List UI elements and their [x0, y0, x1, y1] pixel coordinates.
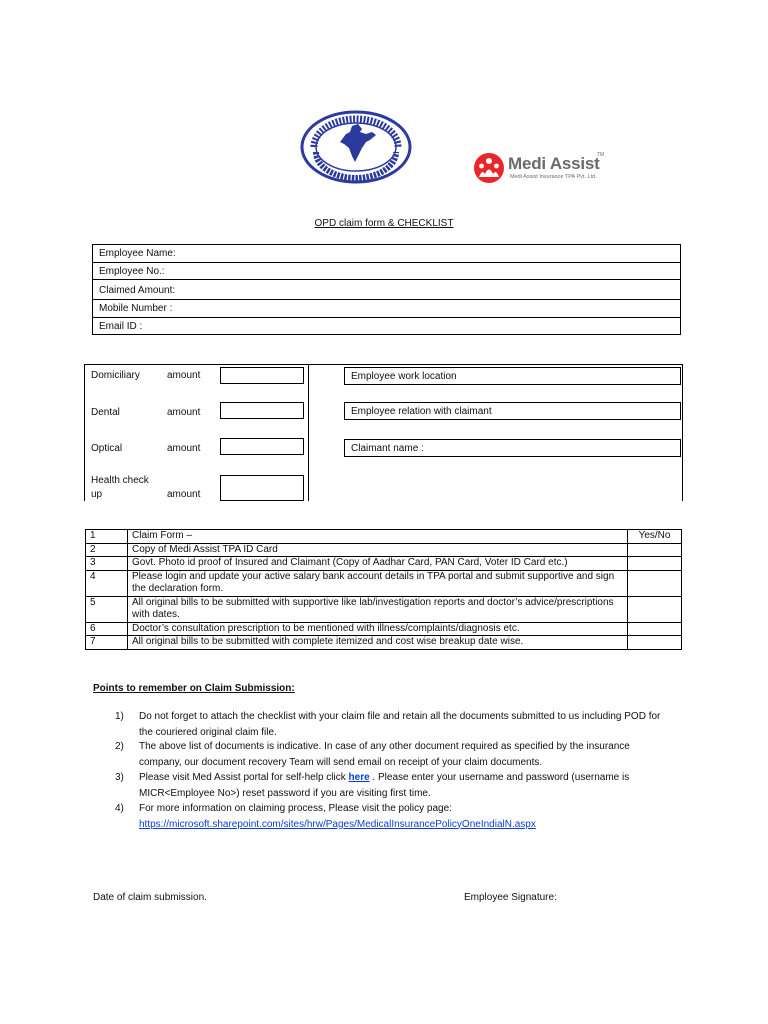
row-text: Govt. Photo id proof of Insured and Claimant (Copy of Aadhar Card, PAN Card, Voter ID Card etc.): [128, 557, 628, 571]
medi-assist-name: Medi Assist: [508, 154, 600, 173]
points-heading: Points to remember on Claim Submission:: [93, 683, 295, 694]
point-number: 1): [115, 711, 124, 722]
point-text: The above list of documents is indicative. In case of any other document required as specified by the insurance company, our document recovery Team will send email on receipt of your claim documents.: [139, 741, 630, 768]
medi-assist-subtitle: Medi Assist Insurance TPA Pvt. Ltd.: [510, 174, 597, 180]
point-number: 3): [115, 772, 124, 783]
yes-no-header: Yes/No: [628, 530, 682, 544]
yes-no-cell[interactable]: [628, 636, 682, 650]
point-text: [139, 770, 674, 801]
dental-amount-input[interactable]: [220, 402, 304, 419]
domiciliary-amount-input[interactable]: [220, 367, 304, 384]
table-row: [86, 622, 682, 636]
row-text: Doctor’s consultation prescription to be mentioned with illness/complaints/diagnosis etc.: [128, 622, 628, 636]
health-check-label-up: up: [91, 489, 103, 500]
form-title: OPD claim form & CHECKLIST: [314, 218, 454, 229]
health-check-amount-input[interactable]: [220, 475, 304, 501]
domiciliary-label: Domiciliary: [91, 370, 140, 381]
amount-divider: [308, 365, 309, 501]
claimed-amount-field[interactable]: Claimed Amount:: [93, 280, 680, 300]
dental-amount-label: amount: [167, 407, 201, 418]
point-text-before: Please visit Med Assist portal for self-help click: [139, 772, 349, 783]
yes-no-cell[interactable]: [628, 557, 682, 571]
point-text-after: . Please enter your username and password (username is MICR<Employee No>) reset password if you are visiting first time.: [139, 772, 630, 799]
yes-no-cell[interactable]: [628, 596, 682, 622]
row-number: 2: [86, 543, 128, 557]
row-text: Please login and update your active salary bank account details in TPA portal and submit supportive and sign the declaration form.: [128, 570, 628, 596]
employee-work-location-field[interactable]: Employee work location: [344, 367, 681, 385]
point-number: 2): [115, 741, 124, 752]
optical-amount-input[interactable]: [220, 438, 304, 455]
table-row: [86, 543, 682, 557]
table-row: [86, 557, 682, 571]
table-row: [86, 530, 682, 544]
health-check-amount-label: amount: [167, 489, 201, 500]
domiciliary-amount-label: amount: [167, 370, 201, 381]
row-number: 3: [86, 557, 128, 571]
health-check-label: Health check: [91, 475, 149, 486]
new-india-assurance-logo: [300, 110, 412, 184]
medi-assist-logo: [473, 152, 613, 188]
point-text-before: For more information on claiming process, Please visit the policy page:: [139, 803, 452, 814]
mobile-number-field[interactable]: Mobile Number :: [93, 300, 680, 318]
claimant-name-field[interactable]: Claimant name :: [344, 439, 681, 457]
employee-no-field[interactable]: Employee No.:: [93, 263, 680, 281]
point-number: 4): [115, 803, 124, 814]
amount-section: [84, 364, 683, 501]
row-number: 6: [86, 622, 128, 636]
yes-no-cell[interactable]: [628, 622, 682, 636]
point-text: [139, 801, 674, 832]
medi-assist-emblem-icon: [473, 152, 505, 184]
optical-label: Optical: [91, 443, 123, 454]
employee-name-field[interactable]: Employee Name:: [93, 245, 680, 263]
row-number: 7: [86, 636, 128, 650]
self-help-link[interactable]: here: [348, 772, 370, 783]
date-of-claim-label: Date of claim submission.: [93, 892, 207, 903]
row-text: All original bills to be submitted with supportive like lab/investigation reports and doctor’s advice/prescriptions with dates.: [128, 596, 628, 622]
point-text: Do not forget to attach the checklist with your claim file and retain all the documents submitted to us including POD for the couriered original claim file.: [139, 711, 661, 738]
employee-relation-field[interactable]: Employee relation with claimant: [344, 402, 681, 420]
row-number: 1: [86, 530, 128, 544]
row-number: 4: [86, 570, 128, 596]
yes-no-cell[interactable]: [628, 570, 682, 596]
employee-details-box: [92, 244, 681, 335]
yes-no-cell[interactable]: [628, 543, 682, 557]
medi-assist-tm: TM: [597, 152, 605, 158]
row-text: All original bills to be submitted with complete itemized and cost wise breakup date wise.: [128, 636, 628, 650]
email-id-field[interactable]: Email ID :: [93, 318, 680, 336]
table-row: [86, 570, 682, 596]
table-row: [86, 636, 682, 650]
row-number: 5: [86, 596, 128, 622]
row-text: Claim Form –: [128, 530, 628, 544]
policy-page-link[interactable]: https://microsoft.sharepoint.com/sites/hrw/Pages/MedicalInsurancePolicyOneIndialN.aspx: [139, 818, 536, 830]
dental-label: Dental: [91, 407, 120, 418]
document-checklist-table: [85, 529, 682, 650]
optical-amount-label: amount: [167, 443, 201, 454]
table-row: [86, 596, 682, 622]
employee-signature-label: Employee Signature:: [464, 892, 557, 903]
row-text: Copy of Medi Assist TPA ID Card: [128, 543, 628, 557]
